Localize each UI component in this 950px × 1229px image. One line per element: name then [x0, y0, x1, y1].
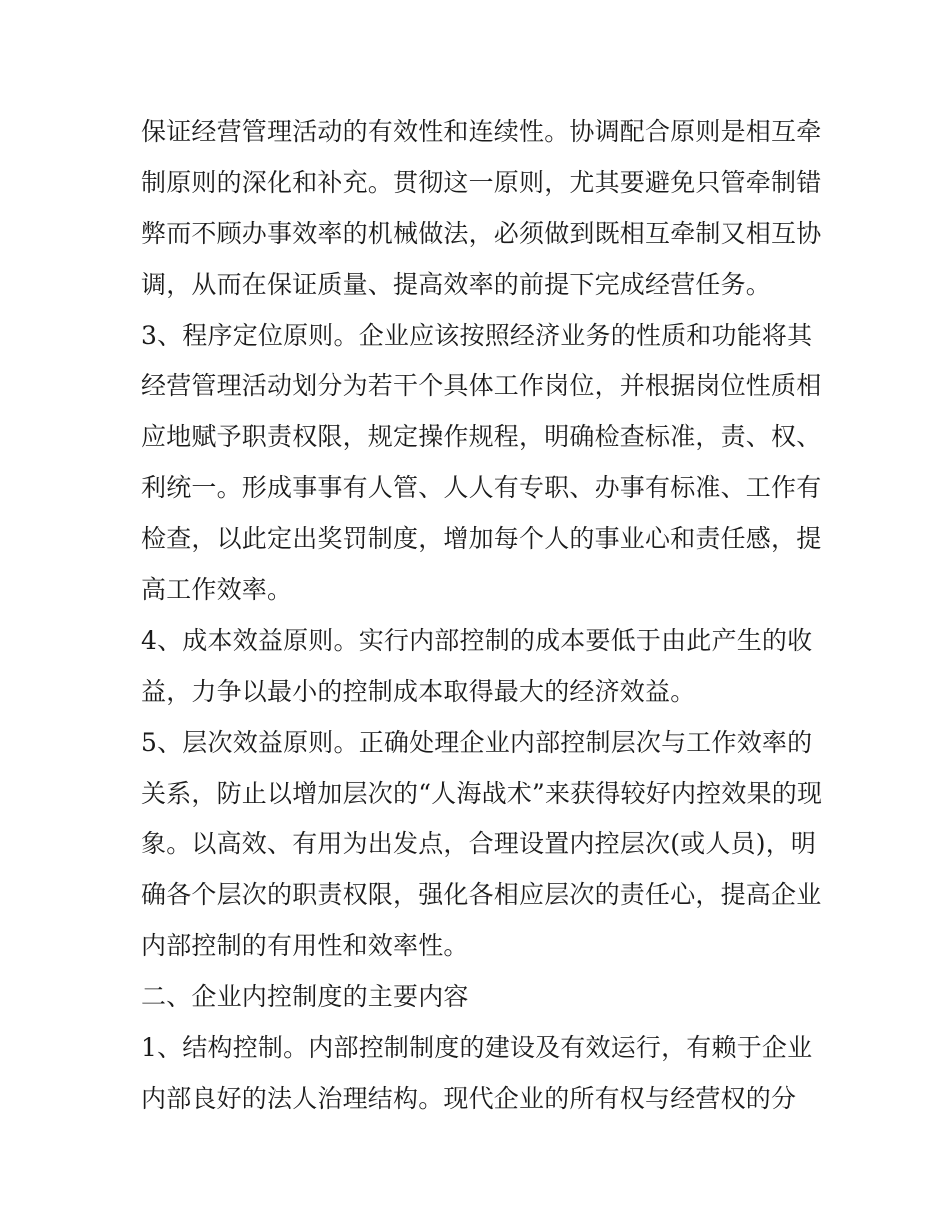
text-line: 保证经营管理活动的有效性和连续性。协调配合原则是相互牵	[141, 117, 822, 146]
text-line: 应地赋予职责权限，规定操作规程，明确检查标准，责、权、	[141, 422, 822, 452]
text-line: 益，力争以最小的控制成本取得最大的经济效益。	[141, 676, 696, 706]
text-line: 1、结构控制。内部控制制度的建设及有效运行，有赖于企业	[141, 1033, 813, 1063]
text-line: 高工作效率。	[141, 575, 293, 605]
text-line: 象。以高效、有用为出发点，合理设置内控层次(或人员)，明	[141, 829, 817, 859]
text-line: 内部良好的法人治理结构。现代企业的所有权与经营权的分	[141, 1083, 797, 1113]
text-line: 关系，防止以增加层次的“人海战术”来获得较好内控效果的现	[141, 778, 823, 808]
text-line: 5、层次效益原则。正确处理企业内部控制层次与工作效率的	[141, 727, 813, 757]
text-line: 利统一。形成事事有人管、人人有专职、办事有标准、工作有	[141, 473, 822, 503]
text-line: 确各个层次的职责权限，强化各相应层次的责任心，提高企业	[141, 880, 822, 910]
section-heading: 二、企业内控制度的主要内容	[141, 982, 469, 1012]
text-line: 检查，以此定出奖罚制度，增加每个人的事业心和责任感，提	[141, 524, 822, 554]
text-line: 内部控制的有用性和效率性。	[141, 931, 469, 961]
text-line: 4、成本效益原则。实行内部控制的成本要低于由此产生的收	[141, 625, 813, 655]
text-line: 调，从而在保证质量、提高效率的前提下完成经营任务。	[141, 269, 772, 299]
text-line: 制原则的深化和补充。贯彻这一原则，尤其要避免只管牵制错	[141, 167, 822, 197]
text-line: 3、程序定位原则。企业应该按照经济业务的性质和功能将其	[141, 320, 813, 350]
text-line: 经营管理活动划分为若干个具体工作岗位，并根据岗位性质相	[141, 371, 822, 401]
text-line: 弊而不顾办事效率的机械做法，必须做到既相互牵制又相互协	[141, 218, 822, 248]
document-body	[141, 107, 823, 1125]
